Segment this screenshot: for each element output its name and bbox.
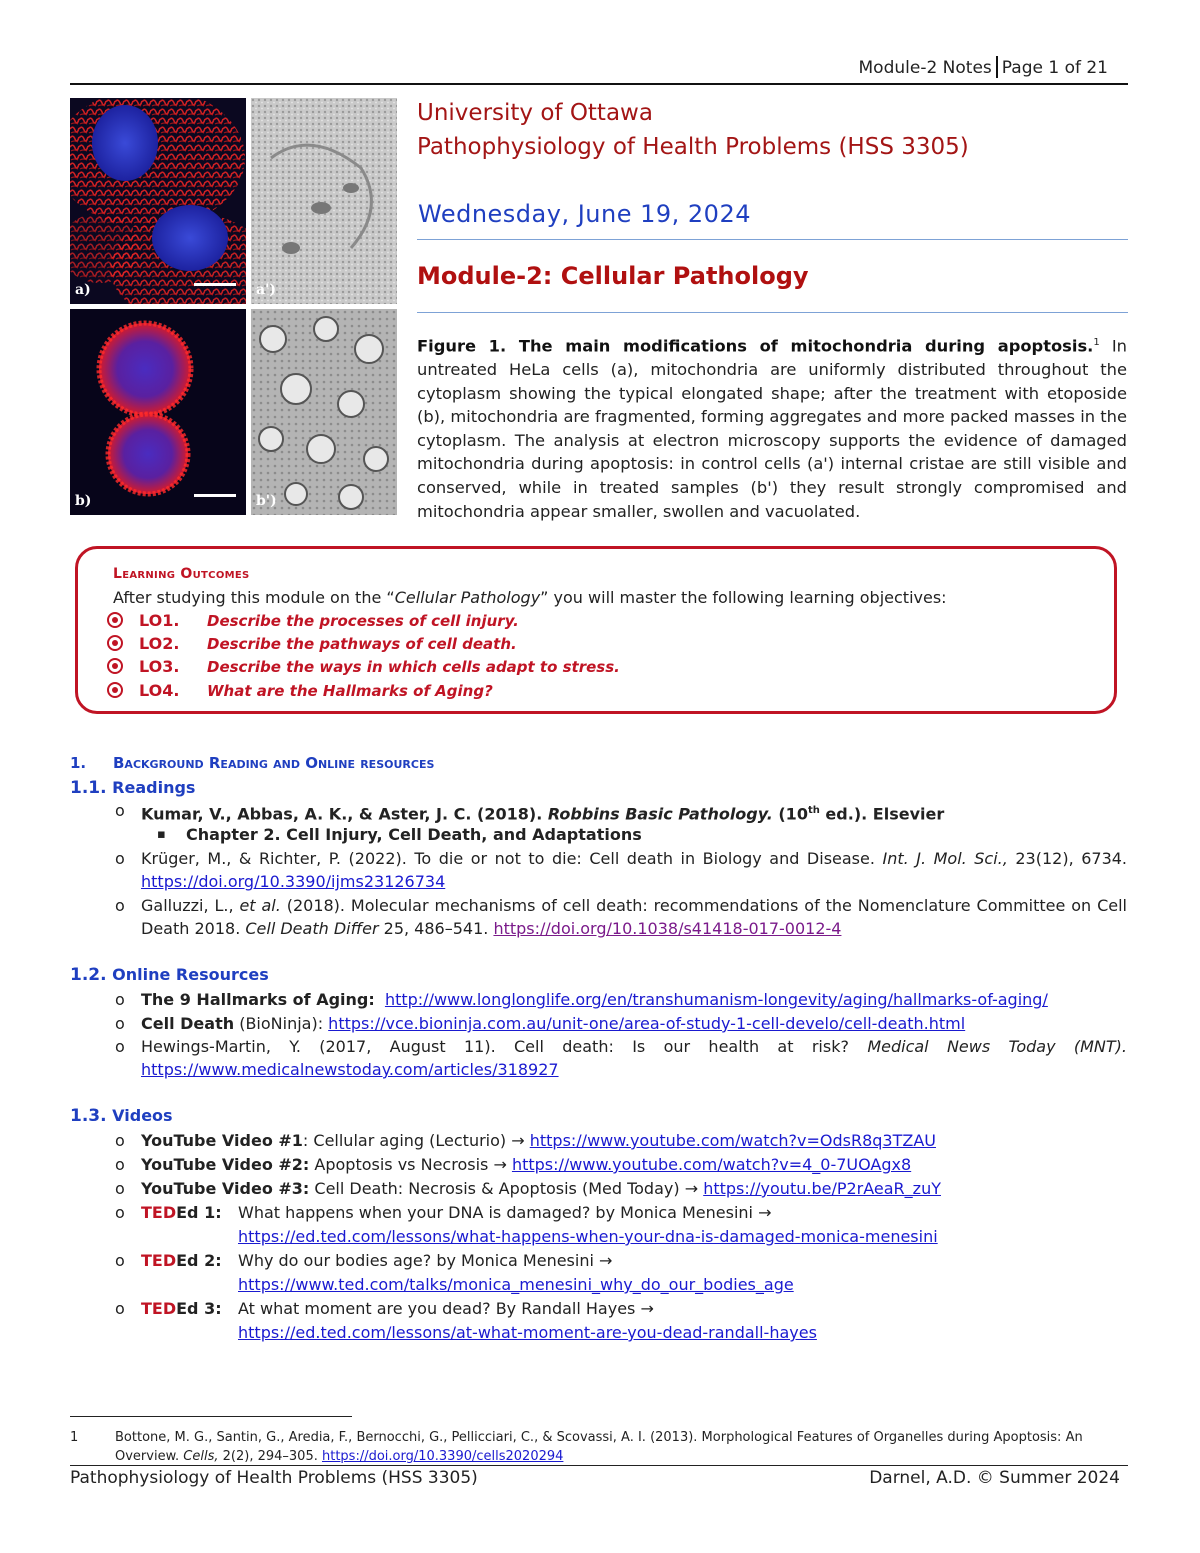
online-hewings (115, 1035, 1128, 1081)
arrow-right-icon: → (493, 1155, 507, 1174)
video-desc: Cellular aging (Lecturio) (308, 1131, 512, 1150)
kumar-book: Robbins Basic Pathology. (547, 804, 773, 824)
online-hallmarks (115, 988, 1048, 1011)
kruger-post: 23(12), 6734. (1007, 849, 1128, 868)
figure-panel-b (70, 309, 246, 515)
reading-chapter (157, 823, 642, 846)
hewings-link[interactable]: https://www.medicalnewstoday.com/articles/318927 (141, 1060, 559, 1079)
kruger-doi-link[interactable]: https://doi.org/10.3390/ijms23126734 (141, 872, 446, 891)
footnote-link[interactable]: https://doi.org/10.3390/cells2020294 (321, 1449, 564, 1464)
ted-label: TED (141, 1299, 177, 1318)
panel-label-a: a) (75, 282, 91, 298)
arrow-right-icon: → (511, 1131, 525, 1150)
footer-rule (70, 1465, 1128, 1466)
kruger-journal: Int. J. Mol. Sci., (882, 849, 1008, 868)
panel-label-a-prime: a') (256, 282, 276, 298)
header-separator (996, 56, 998, 78)
footer-course: Pathophysiology of Health Problems (HSS 3305) (70, 1468, 478, 1488)
footnote-journal: Cells, (183, 1449, 219, 1464)
figure-caption-text: In untreated HeLa cells (a), mitochondria are uniformly distributed throughout the cytoplasm showing the typical elongated shape; after the treatment with etoposide (b), mitochondria are fragmented, forming aggregates and more packed masses in the cytoplasm. The analysis at electron microscopy supports the evidence of damaged mitochondria during apoptosis: in control cells (a') internal cristae are still visible and conserved, while in treated samples (b') they result strongly compromised and mitochondria appear smaller, swollen and vacuolated. (417, 336, 1128, 521)
ted-ed-label: Ed 1: (176, 1203, 222, 1222)
video-youtube-1 (115, 1129, 936, 1152)
video-desc: Apoptosis vs Necrosis (309, 1155, 494, 1174)
learning-outcome-1 (107, 611, 519, 634)
circle-bullet-icon: o (115, 990, 125, 1009)
circle-bullet-icon: o (115, 1155, 125, 1174)
subsection-title: Readings (112, 778, 196, 797)
lo-text: Describe the ways in which cells adapt to stress. (207, 658, 620, 676)
electron-micrograph-b-prime (251, 309, 397, 515)
ted-ed-label: Ed 3: (176, 1299, 222, 1318)
header-rule (70, 83, 1128, 85)
lo-code: LO4. (139, 681, 180, 700)
electron-micrograph-a-prime (251, 98, 397, 304)
celldeath-link[interactable]: https://vce.bioninja.com.au/unit-one/area-of-study-1-cell-develo/cell-death.html (328, 1014, 966, 1033)
video-desc: What happens when your DNA is damaged? by Monica Menesini (238, 1203, 759, 1222)
page-header (859, 56, 1108, 78)
video-label: YouTube Video #2: (141, 1155, 310, 1174)
header-module: Module-2 Notes (858, 58, 992, 78)
chapter-title: Chapter 2. Cell Injury, Cell Death, and Adaptations (186, 825, 642, 844)
ted-label: TED (141, 1203, 177, 1222)
figure-caption-ref[interactable]: 1 (1093, 337, 1100, 348)
video-link[interactable]: https://youtu.be/P2rAeaR_zuY (703, 1179, 941, 1198)
kumar-ed: (10 (772, 804, 808, 824)
galluzzi-post: 25, 486–541. (378, 919, 494, 938)
scale-bar-b (194, 494, 236, 497)
videos-heading (70, 1106, 173, 1126)
ted-ed-label: Ed 2: (176, 1251, 222, 1270)
celldeath-label: Cell Death (141, 1014, 235, 1033)
lo-code: LO1. (139, 611, 180, 630)
circle-bullet-icon: o (115, 896, 125, 915)
video-ted-3-link-row (238, 1321, 817, 1344)
kumar-sup: th (807, 805, 820, 816)
square-bullet-icon: ▪ (157, 827, 166, 842)
university-title: University of Ottawa (417, 100, 653, 126)
hallmarks-link[interactable]: http://www.longlonglife.org/en/transhumanism-longevity/aging/hallmarks-of-aging/ (384, 990, 1048, 1009)
learning-outcome-4 (107, 681, 493, 704)
online-celldeath (115, 1012, 966, 1035)
footnote-mark: 1 (70, 1430, 79, 1445)
panel-label-b: b) (75, 493, 92, 509)
footnote-post: 2(2), 294–305. (218, 1449, 322, 1464)
arrow-right-icon: → (640, 1299, 654, 1318)
celldeath-sub: (BioNinja): (234, 1014, 329, 1033)
section-1-heading (70, 754, 434, 772)
figure-caption-label: Figure 1. The main modifications of mitochondria during apoptosis. (417, 336, 1094, 356)
reading-galluzzi (115, 894, 1127, 940)
circle-bullet-icon: o (115, 1179, 125, 1198)
video-link[interactable]: https://ed.ted.com/lessons/what-happens-when-your-dna-is-damaged-monica-menesini (238, 1227, 938, 1246)
circle-bullet-icon: o (115, 801, 125, 820)
video-ted-1-link-row (238, 1225, 938, 1248)
video-youtube-3 (115, 1177, 941, 1200)
lecture-date: Wednesday, June 19, 2024 (418, 200, 751, 228)
footnote-body (115, 1428, 1128, 1466)
galluzzi-journal: Cell Death Differ (245, 919, 379, 938)
course-title: Pathophysiology of Health Problems (HSS 3305) (417, 134, 969, 160)
video-ted-3 (115, 1297, 222, 1320)
circle-bullet-icon: o (115, 1203, 125, 1222)
subsection-number: 1.1. (70, 778, 107, 798)
learning-outcome-2 (107, 634, 517, 657)
section-number: 1. (70, 754, 87, 772)
footer-author: Darnel, A.D. © Summer 2024 (869, 1468, 1120, 1488)
subsection-title: Online Resources (112, 965, 269, 984)
reading-kruger (115, 847, 1128, 893)
panel-label-b-prime: b') (256, 493, 277, 509)
target-bullet-icon (107, 612, 123, 628)
lo-text: Describe the processes of cell injury. (207, 612, 519, 630)
ted-label: TED (141, 1251, 177, 1270)
circle-bullet-icon: o (115, 1251, 125, 1270)
arrow-right-icon: → (599, 1251, 613, 1270)
video-label: YouTube Video #3: (141, 1179, 310, 1198)
subsection-title: Videos (112, 1106, 173, 1125)
subsection-number: 1.3. (70, 1106, 107, 1126)
video-ted-3-desc (238, 1297, 654, 1320)
video-colon: : (302, 1131, 309, 1150)
figure-caption (417, 331, 1127, 523)
reading-kumar (115, 799, 945, 825)
arrow-right-icon: → (684, 1179, 699, 1198)
video-label: YouTube Video #1 (141, 1131, 303, 1150)
target-bullet-icon (107, 682, 123, 698)
lo-code: LO2. (139, 634, 180, 653)
scale-bar-a (194, 283, 236, 286)
target-bullet-icon (107, 658, 123, 674)
intro-em: Cellular Pathology (394, 588, 541, 607)
figure-panel-a (70, 98, 246, 304)
circle-bullet-icon: o (115, 1131, 125, 1150)
title-rule-1 (417, 239, 1128, 240)
video-link[interactable]: https://www.youtube.com/watch?v=4_0-7UOAgx8 (511, 1155, 912, 1174)
target-bullet-icon (107, 635, 123, 651)
galluzzi-pre: Galluzzi, L., (141, 896, 240, 915)
online-resources-heading (70, 965, 269, 985)
video-desc: At what moment are you dead? By Randall Hayes (238, 1299, 641, 1318)
fluorescence-image-b (70, 309, 246, 515)
circle-bullet-icon: o (115, 1014, 125, 1033)
video-youtube-2 (115, 1153, 912, 1176)
learning-outcome-3 (107, 657, 620, 680)
circle-bullet-icon: o (115, 849, 125, 868)
subsection-number: 1.2. (70, 965, 107, 985)
learning-outcomes-intro (113, 588, 947, 607)
learning-outcomes-title: Learning Outcomes (113, 566, 250, 582)
footnote-pre: Bottone, M. G., Santin, G., Aredia, F., Bernocchi, G., Pellicciari, C., & Scovassi, A. I. (2013). Morphological Features of Organelles during Apoptosis: An Overview. (115, 1430, 1083, 1464)
header-page: Page 1 of 21 (1001, 58, 1108, 78)
kumar-ed2: ed.). Elsevier (819, 804, 945, 824)
lo-code: LO3. (139, 657, 180, 676)
kruger-pre: Krüger, M., & Richter, P. (2022). To die or not to die: Cell death in Biology and Disease. (141, 849, 883, 868)
video-desc: Why do our bodies age? by Monica Menesini (238, 1251, 599, 1270)
kumar-authors: Kumar, V., Abbas, A. K., & Aster, J. C. (2018). (141, 804, 548, 824)
module-title: Module-2: Cellular Pathology (417, 262, 809, 290)
galluzzi-doi-link[interactable]: https://doi.org/10.1038/s41418-017-0012-4 (493, 919, 842, 938)
video-link[interactable]: https://www.youtube.com/watch?v=OdsR8q3TZAU (529, 1131, 936, 1150)
hallmarks-label: The 9 Hallmarks of Aging: (141, 990, 375, 1009)
intro-pre: After studying this module on the “ (113, 588, 395, 607)
video-ted-1 (115, 1201, 222, 1224)
title-rule-2 (417, 312, 1128, 313)
video-ted-2-link-row (238, 1273, 794, 1296)
figure-panel-a-prime (251, 98, 397, 304)
video-desc: Cell Death: Necrosis & Apoptosis (Med Today) (309, 1179, 685, 1198)
video-ted-1-desc (238, 1201, 772, 1224)
intro-post: ” you will master the following learning objectives: (540, 588, 947, 607)
video-ted-2-desc (238, 1249, 612, 1272)
circle-bullet-icon: o (115, 1299, 125, 1318)
hewings-journal: Medical News Today (MNT). (867, 1037, 1128, 1056)
video-ted-2 (115, 1249, 222, 1272)
arrow-right-icon: → (758, 1203, 772, 1222)
readings-heading (70, 778, 195, 798)
video-link[interactable]: https://www.ted.com/talks/monica_menesini_why_do_our_bodies_age (238, 1275, 794, 1294)
fluorescence-image-a (70, 98, 246, 304)
video-link[interactable]: https://ed.ted.com/lessons/at-what-moment-are-you-dead-randall-hayes (238, 1323, 817, 1342)
galluzzi-etal: et al. (239, 896, 281, 915)
hewings-text: Hewings-Martin, Y. (2017, August 11). Cell death: Is our health at risk? (141, 1037, 868, 1056)
section-title: Background Reading and Online resources (113, 754, 435, 772)
lo-text: Describe the pathways of cell death. (207, 635, 517, 653)
lo-text: What are the Hallmarks of Aging? (207, 682, 493, 700)
footnote-rule (70, 1416, 352, 1417)
figure-panel-b-prime (251, 309, 397, 515)
galluzzi-mid: (2018). Molecular mechanisms of cell death: recommendations of the Nomenclature Committee on Cell Death 2018. (141, 896, 1127, 938)
circle-bullet-icon: o (115, 1037, 125, 1056)
